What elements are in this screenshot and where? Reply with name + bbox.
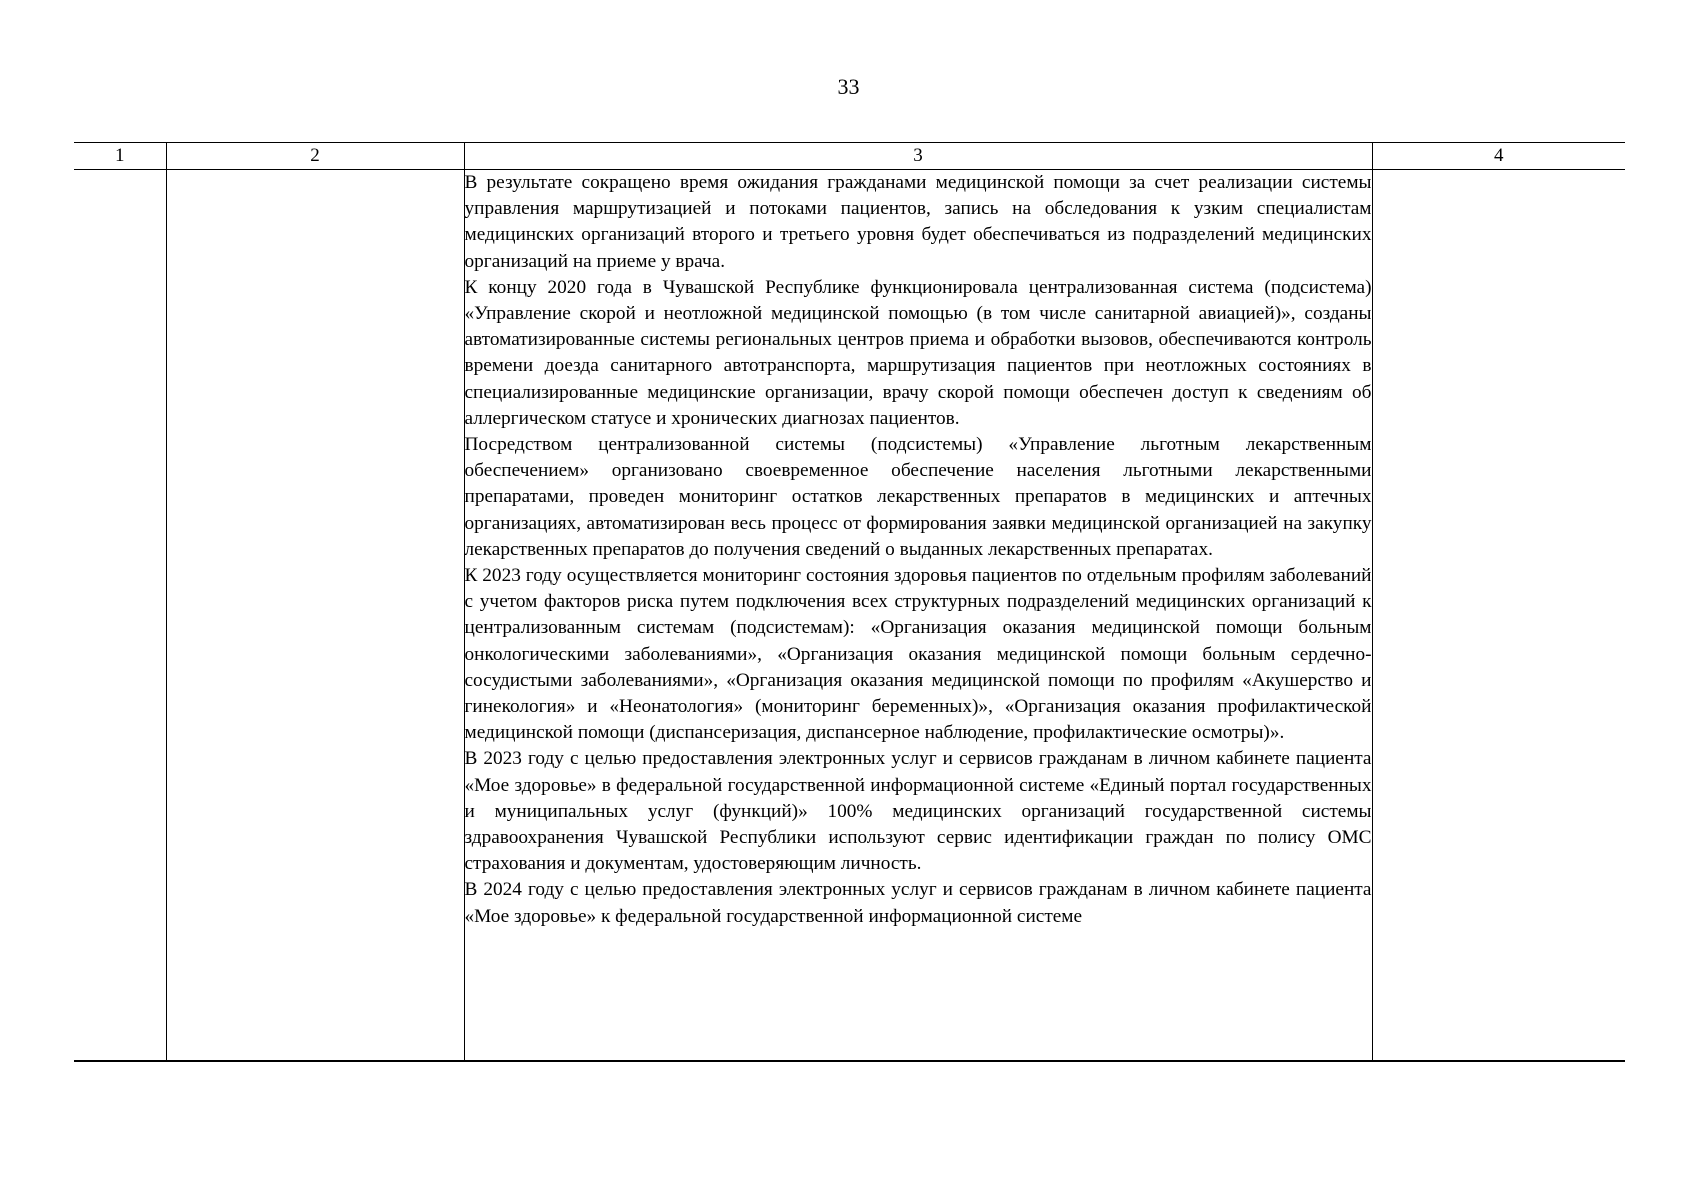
column-header-4: 4 (1372, 143, 1625, 170)
column-header-3: 3 (464, 143, 1372, 170)
paragraph-health-monitoring: К 2023 году осуществляется мониторинг состояния здоровья пациентов по отдельным профилям заболеваний с учетом факторов риска путем подключения всех структурных подразделений медицинских организаций к централизованным системам (подсистемам): «Организация оказания медицинской помощи больным онкологическими заболеваниями», «Организация оказания медицинской помощи больным сердечно-сосудистыми заболеваниями», «Организация оказания медицинской помощи по профилям «Акушерство и гинекология» и «Неонатология» (мониторинг беременных)», «Организация оказания профилактической медицинской помощи (диспансеризация, диспансерное наблюдение, профилактические осмотры)». (464, 565, 1372, 744)
document-table (74, 142, 1625, 1062)
cell-col3 (464, 170, 1372, 1062)
page-number: 33 (837, 74, 860, 99)
table-header-row (74, 143, 1625, 170)
cell-col2 (166, 170, 464, 1062)
cell-col1 (74, 170, 166, 1062)
paragraph-electronic-services-2023: В 2023 году с целью предоставления электронных услуг и сервисов гражданам в личном кабинете пациента «Мое здоровье» в федеральной государственной информационной системе «Единый портал государственных и муниципальных услуг (функций)» 100% медицинских организаций государственной системы здравоохранения Чувашской Республики используют сервис идентификации граждан по полису ОМС страхования и документам, удостоверяющим личность. (464, 748, 1372, 875)
paragraph-emergency-care: К концу 2020 года в Чувашской Республике функционировала централизованная система (подсистема) «Управление скорой и неотложной медицинской помощью (в том числе санитарной авиацией)», созданы автоматизированные системы региональных центров приема и обработки вызовов, обеспечиваются контроль времени доезда санитарного автотранспорта, маршрутизация пациентов при неотложных состояниях в специализированные медицинские организации, врачу скорой помощи обеспечен доступ к сведениям об аллергическом статусе и хронических диагнозах пациентов. (464, 276, 1372, 429)
paragraph-electronic-services-2024: В 2024 году с целью предоставления электронных услуг и сервисов гражданам в личном кабинете пациента «Мое здоровье» к федеральной государственной информационной системе (464, 879, 1372, 927)
cell-col4 (1372, 170, 1625, 1062)
column-header-1: 1 (74, 143, 166, 170)
table-row (74, 170, 1625, 1062)
paragraph-waiting-time: В результате сокращено время ожидания гражданами медицинской помощи за счет реализации системы управления маршрутизацией и потоками пациентов, запись на обследования к узким специалистам медицинских организаций второго и третьего уровня будет обеспечиваться из подразделений медицинских организаций на приеме у врача. (464, 172, 1372, 272)
paragraph-preferential-drugs: Посредством централизованной системы (подсистемы) «Управление льготным лекарственным обеспечением» организовано своевременное обеспечение населения льготными лекарственными препаратами, проведен мониторинг остатков лекарственных препаратов в медицинских и аптечных организациях, автоматизирован весь процесс от формирования заявки медицинской организацией на закупку лекарственных препаратов до получения сведений о выданных лекарственных препаратах. (464, 434, 1372, 560)
column-header-2: 2 (166, 143, 464, 170)
